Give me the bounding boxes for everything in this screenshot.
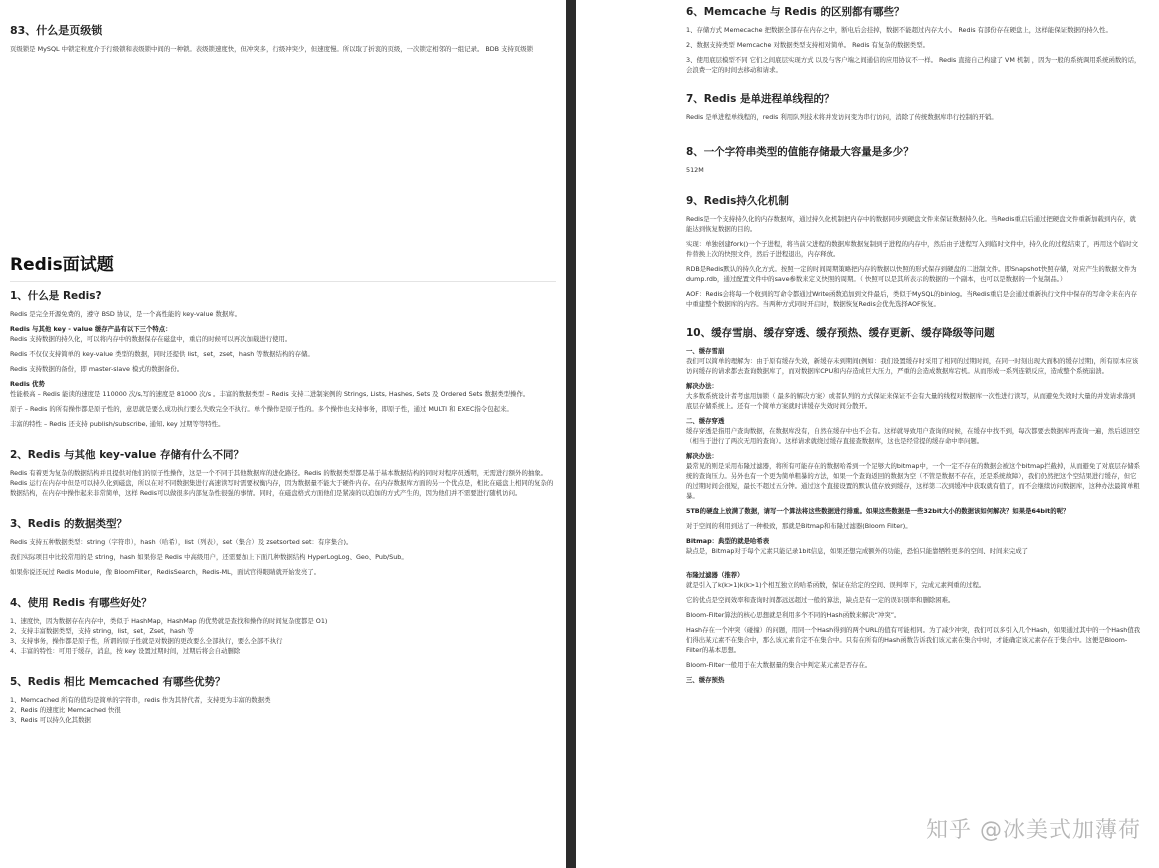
q10-p3: 缓存穿透是指用户查询数据，在数据库没有，自然在缓存中也不会有。这样就导致用户查询的时候，在缓存中找不到，每次都要去数据库再查询一遍，然后返回空（相当于进行了两次无用的查询）。这样请求就绕过缓存直接查数据库，这也是经常提的缓存命中率问题。 (686, 427, 1140, 445)
list-item: 2、Redis 的速度比 Memcached 快很 (10, 706, 121, 714)
list-item: 4、丰富的特性：可用于缓存，消息，按 key 设置过期时间，过期后将会自动删除 (10, 647, 241, 655)
q6-p3: 3、使用底层模型不同 它们之间底层实现方式 以及与客户端之间通信的应用协议不一样。 Redis 直接自己构建了 VM 机制 ，因为一般的系统调用系统函数的话，会浪费一定的时间去移动和请求。 (686, 56, 1141, 74)
list-item: 1、Memcached 所有的值均是简单的字符串，redis 作为其替代者，支持更为丰富的数据类 (10, 696, 271, 704)
list-item: 1、速度快，因为数据存在内存中，类似于 HashMap，HashMap 的优势就是查找和操作的时间复杂度都是 O1) (10, 617, 328, 625)
q2-title: 2、Redis 与其他 key-value 存储有什么不同？ (10, 449, 244, 461)
q10-p6: 对于空间的利用到达了一种极致，那就是Bitmap和布隆过滤器(Bloom Filter)。 (686, 522, 912, 530)
q10-p10: Bloom-Filter算法的核心思想就是利用多个不同的Hash函数来解决“冲突”。 (686, 611, 901, 619)
q3-title: 3、Redis 的数据类型？ (10, 518, 128, 530)
q9-title: 9、Redis持久化机制 (686, 195, 789, 207)
q10-p8: 就是引入了k(k>1)k(k>1)个相互独立的哈希函数，保证在给定的空间、误判率下，完成元素判重的过程。 (686, 581, 986, 589)
q10-s2: 解决办法： (686, 382, 718, 390)
q1-p5: 性能极高 – Redis 能读的速度是 110000 次/s,写的速度是 81000 次/s 。丰富的数据类型 – Redis 支持二进制案例的 Strings, Lists, Hashes, Sets 及 Ordered Sets 数据类型操作。 (10, 390, 530, 398)
q4-list (10, 616, 556, 656)
q1-p6: 原子 – Redis 的所有操作都是原子性的，意思就是要么成功执行要么失败完全不执行。单个操作是原子性的。多个操作也支持事务，即原子性，通过 MULTI 和 EXEC指令包起来。 (10, 405, 513, 413)
right-page (576, 0, 1159, 868)
q10-title: 10、缓存雪崩、缓存穿透、缓存预热、缓存更新、缓存降级等问题 (686, 327, 995, 339)
q6-title: 6、Memcache 与 Redis 的区别都有哪些？ (686, 6, 905, 18)
q9-p3: RDB是Redis默认的持久化方式。按照一定的时间周期策略把内存的数据以快照的形式保存到硬盘的二进制文件。即Snapshot快照存储，对应产生的数据文件为dump.rdb，通过配置文件中的save参数来定义快照的周期。（ 快照可以是其所表示的数据的一个副本，也可以是数据的一个复制品。） (686, 265, 1137, 283)
q4-title: 4、使用 Redis 有哪些好处？ (10, 597, 152, 609)
q7-p1: Redis 是单进程单线程的，redis 利用队列技术将并发访问变为串行访问，消除了传统数据库串行控制的开销。 (686, 113, 998, 121)
q10-p2: 大多数系统设计者考虑用加锁（ 最多的解决方案）或者队列的方式保证来保证不会有大量的线程对数据库一次性进行读写，从而避免失效时大量的并发请求落到底层存储系统上。还有一个简单方案就时讲缓存失效时间分散开。 (686, 392, 1136, 410)
left-page (0, 0, 566, 868)
q5-section (10, 674, 556, 725)
q1-section (10, 288, 556, 429)
q1-h2: Redis 优势 (10, 380, 45, 388)
q83-body: 页级锁是 MySQL 中锁定粒度介于行级锁和表级锁中间的一种锁。表级锁速度快，但冲突多，行级冲突少，但速度慢。所以取了折衷的页级，一次锁定相邻的一组记录。 BDB 支持页级锁 (10, 45, 534, 53)
q10-p12: Bloom-Filter一般用于在大数据量的集合中判定某元素是否存在。 (686, 661, 872, 669)
q10-p4: 最常见的则是采用布隆过滤器，将所有可能存在的数据哈希到一个足够大的bitmap中，一个一定不存在的数据会被这个bitmap拦截掉，从而避免了对底层存储系统的查询压力。另外也有一个更为简单粗暴的方法，如果一个查询返回的数据为空（不管是数据不存在，还是系统故障），我们仍然把这个空结果进行缓存，但它的过期时间会很短，最长不超过五分钟。通过这个直接设置的默认值存放到缓存，这样第二次到缓冲中获取就有值了，而不会继续访问数据库，这种办法最简单粗暴。 (686, 462, 1141, 500)
q5-list (10, 695, 556, 725)
q10-p1: 我们可以简单的理解为：由于原有缓存失效，新缓存未到期间(例如：我们设置缓存时采用了相同的过期时间，在同一时刻出现大面积的缓存过期)，所有原本应该访问缓存的请求都去查询数据库了，而对数据库CPU和内存造成巨大压力，严重的会造成数据库宕机。从而形成一系列连锁反应，造成整个系统崩溃。 (686, 357, 1139, 375)
q10-p5: 5TB的硬盘上放满了数据，请写一个算法将这些数据进行排重。如果这些数据是一些32bit大小的数据该如何解决？如果是64bit的呢？ (686, 507, 1070, 515)
q9-section (686, 193, 1141, 309)
list-item: 3、Redis 可以持久化其数据 (10, 716, 91, 724)
q9-p2: 实现：单独创建fork()一个子进程，将当前父进程的数据库数据复制到子进程的内存中，然后由子进程写入到临时文件中，持久化的过程结束了，再用这个临时文件替换上次的快照文件，然后子进程退出，内存释放。 (686, 240, 1139, 258)
q7-title: 7、Redis 是单进程单线程的？ (686, 93, 835, 105)
q9-p4: AOF：Redis会将每一个收到的写命令都通过Write函数追加到文件最后，类似于MySQL的binlog。当Redis重启是会通过重新执行文件中保存的写命令来在内存中重建整个数据库的内容。当两种方式同时开启时，数据恢复Redis会优先选择AOF恢复。 (686, 290, 1137, 308)
q3-p3: 如果你说还玩过 Redis Module，像 BloomFilter，RedisSearch，Redis-ML，面试官得眼睛就开始发亮了。 (10, 568, 321, 576)
q1-h1: Redis 与其他 key - value 缓存产品有以下三个特点： (10, 325, 172, 333)
q10-section (686, 325, 1141, 685)
q6-section (686, 4, 1141, 75)
q1-p4: Redis 支持数据的备份，即 master-slave 模式的数据备份。 (10, 365, 184, 373)
q6-p1: 1、存储方式 Memecache 把数据全部存在内存之中，断电后会挂掉，数据不能超过内存大小。 Redis 有部份存在硬盘上，这样能保证数据的持久性。 (686, 26, 1112, 34)
q8-section (686, 144, 1141, 175)
q10-p7: 缺点是，Bitmap对于每个元素只能记录1bit信息，如果还想完成额外的功能，恐怕只能靠牺牲更多的空间、时间来完成了 (686, 547, 1029, 555)
page-gap (566, 0, 576, 868)
q6-p2: 2、数据支持类型 Memcache 对数据类型支持相对简单。 Redis 有复杂的数据类型。 (686, 41, 929, 49)
q3-section (10, 516, 556, 577)
q5-title: 5、Redis 相比 Memcached 有哪些优势？ (10, 676, 226, 688)
q9-p1: Redis是一个支持持久化的内存数据库，通过持久化机制把内存中的数据同步到硬盘文件来保证数据持久化。当Redis重启后通过把硬盘文件重新加载到内存，就能达到恢复数据的目的。 (686, 215, 1136, 233)
q1-title: 1、什么是 Redis? (10, 290, 102, 302)
q4-section (10, 595, 556, 656)
q1-p3: Redis 不仅仅支持简单的 key-value 类型的数据，同时还提供 list，set，zset，hash 等数据结构的存储。 (10, 350, 314, 358)
q3-p2: 我们实际项目中比较常用的是 string，hash 如果你是 Redis 中高级用户，还需要加上下面几种数据结构 HyperLogLog、Geo、Pub/Sub。 (10, 553, 408, 561)
q8-p1: 512M (686, 166, 704, 174)
q1-p1: Redis 是完全开源免费的，遵守 BSD 协议，是一个高性能的 key-value 数据库。 (10, 310, 242, 318)
q7-section (686, 91, 1141, 122)
q2-p1: Redis 有着更为复杂的数据结构并且提供对他们的原子性操作，这是一个不同于其他数据库的进化路径。Redis 的数据类型都是基于基本数据结构的同时对程序员透明，无需进行额外的抽象。Redis 运行在内存中但是可以持久化到磁盘，所以在对不同数据集进行高速读写时需要权衡内存，因为数据量不能大于硬件内存。在内存数据库方面的另一个优点是，相比在磁盘上相同的复杂的数据结构，在内存中操作起来非常简单，这样 Redis可以做很多内部复杂性很强的事情。同时，在磁盘格式方面他们是紧凑的以追加的方式产生的，因为他们并不需要进行随机访问。 (10, 469, 554, 497)
q10-s5: Bitmap：典型的就是哈希表 (686, 537, 770, 545)
q2-section (10, 447, 556, 498)
q1-p7: 丰富的特性 – Redis 还支持 publish/subscribe, 通知, key 过期等等特性。 (10, 420, 225, 428)
q3-p1: Redis 支持五种数据类型：string（字符串），hash（哈希），list（列表），set（集合）及 zsetsorted set：有序集合)。 (10, 538, 353, 546)
doc-title: Redis面试题 (10, 250, 556, 282)
q83-title: 83、什么是页级锁 (10, 24, 103, 37)
q10-s4: 解决办法： (686, 452, 718, 460)
q8-title: 8、一个字符串类型的值能存储最大容量是多少？ (686, 146, 914, 158)
q10-p11: Hash存在一个冲突（碰撞）的问题，用同一个Hash得到的两个URL的值有可能相同。为了减少冲突，我们可以多引入几个Hash，如果通过其中的一个Hash值我们得出某元素不在集合中，那么该元素肯定不在集合中。只有在所有的Hash函数告诉我们该元素在集合中时，才能确定该元素存在于集合中。这便是Bloom-Filter的基本思想。 (686, 626, 1141, 654)
q10-s3: 二、缓存穿透 (686, 417, 725, 425)
list-item: 3、支持事务，操作都是原子性，所谓的原子性就是对数据的更改要么全部执行，要么全部不执行 (10, 637, 283, 645)
list-item: 2、支持丰富数据类型，支持 string，list，set，Zset，hash 等 (10, 627, 194, 635)
q10-s1: 一、缓存雪崩 (686, 347, 725, 355)
q1-p2: Redis 支持数据的持久化，可以将内存中的数据保存在磁盘中，重启的时候可以再次加载进行使用。 (10, 335, 292, 343)
q10-s6: 布隆过滤器（推荐） (686, 571, 744, 579)
zhihu-watermark: 知乎 @冰美式加薄荷 (926, 818, 1141, 843)
q10-s7: 三、缓存预热 (686, 676, 725, 684)
q10-p9: 它的优点是空间效率和查询时间都远远超过一般的算法，缺点是有一定的误识别率和删除困难。 (686, 596, 955, 604)
